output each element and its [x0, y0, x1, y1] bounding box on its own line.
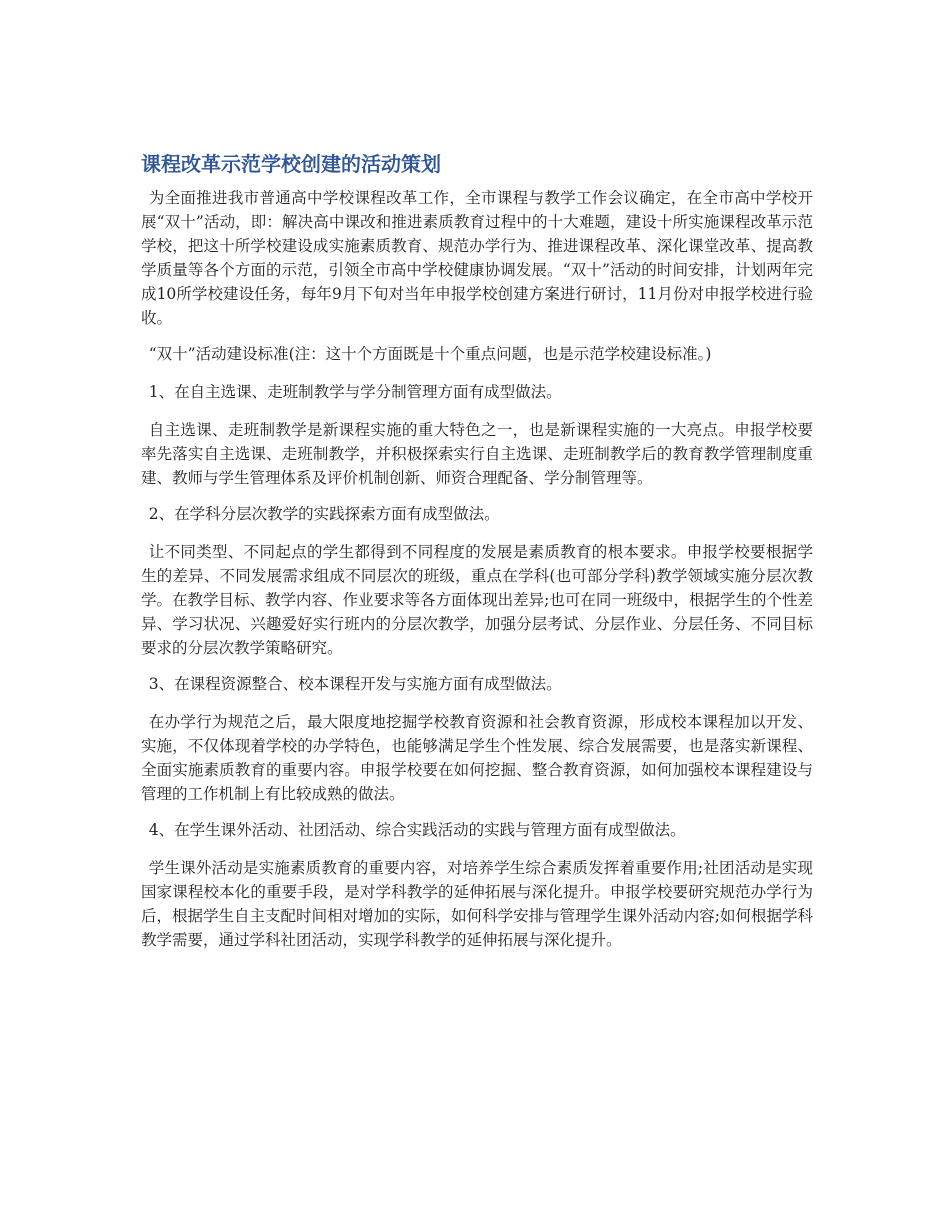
- standard-3-body: 在办学行为规范之后，最大限度地挖掘学校教育资源和社会教育资源，形成校本课程加以开发、实施，不仅体现着学校的办学特色，也能够满足学生个性发展、综合发展需要，也是落实新课程、全面实施素质教育的重要内容。申报学校要在如何挖掘、整合教育资源，如何加强校本课程建设与管理的工作机制上有比较成熟的做法。: [141, 713, 813, 803]
- standard-4-body: 学生课外活动是实施素质教育的重要内容，对培养学生综合素质发挥着重要作用;社团活动是实现国家课程校本化的重要手段，是对学科教学的延伸拓展与深化提升。申报学校要研究规范办学行为后，根据学生自主支配时间相对增加的实际，如何科学安排与管理学生课外活动内容;如何根据学科教学需要，通过学科社团活动，实现学科教学的延伸拓展与深化提升。: [141, 859, 813, 949]
- standards-heading: “双十”活动建设标准(注：这十个方面既是十个重点问题，也是示范学校建设标准。): [148, 345, 712, 363]
- document-title: 课程改革示范学校创建的活动策划: [141, 152, 441, 176]
- document-body: [141, 148, 813, 964]
- intro-paragraph: 为全面推进我市普通高中学校课程改革工作，全市课程与教学工作会议确定，在全市高中学校开展“双十”活动，即：解决高中课改和推进素质教育过程中的十大难题，建设十所实施课程改革示范学校，把这十所学校建设成实施素质教育、规范办学行为、推进课程改革、深化课堂改革、提高教学质量等各个方面的示范，引领全市高中学校健康协调发展。“双十”活动的时间安排，计划两年完成10所学校建设任务，每年9月下旬对当年申报学校创建方案进行研讨，11月份对申报学校进行验收。: [141, 189, 813, 327]
- standard-3-heading: 3、在课程资源整合、校本课程开发与实施方面有成型做法。: [148, 675, 562, 693]
- standard-2-body: 让不同类型、不同起点的学生都得到不同程度的发展是素质教育的根本要求。申报学校要根据学生的差异、不同发展需求组成不同层次的班级，重点在学科(也可部分学科)教学领域实施分层次教学。在教学目标、教学内容、作业要求等各方面体现出差异;也可在同一班级中，根据学生的个性差异、学习状况、兴趣爱好实行班内的分层次教学，加强分层考试、分层作业、分层任务、不同目标要求的分层次教学策略研究。: [141, 543, 813, 657]
- standard-2-heading: 2、在学科分层次教学的实践探索方面有成型做法。: [148, 505, 500, 523]
- standard-1-body: 自主选课、走班制教学是新课程实施的重大特色之一，也是新课程实施的一大亮点。申报学校要率先落实自主选课、走班制教学，并积极探索实行自主选课、走班制教学后的教育教学管理制度重建、教师与学生管理体系及评价机制创新、师资合理配备、学分制管理等。: [141, 421, 813, 487]
- standard-4-heading: 4、在学生课外活动、社团活动、综合实践活动的实践与管理方面有成型做法。: [148, 821, 686, 839]
- standard-1-heading: 1、在自主选课、走班制教学与学分制管理方面有成型做法。: [148, 383, 562, 401]
